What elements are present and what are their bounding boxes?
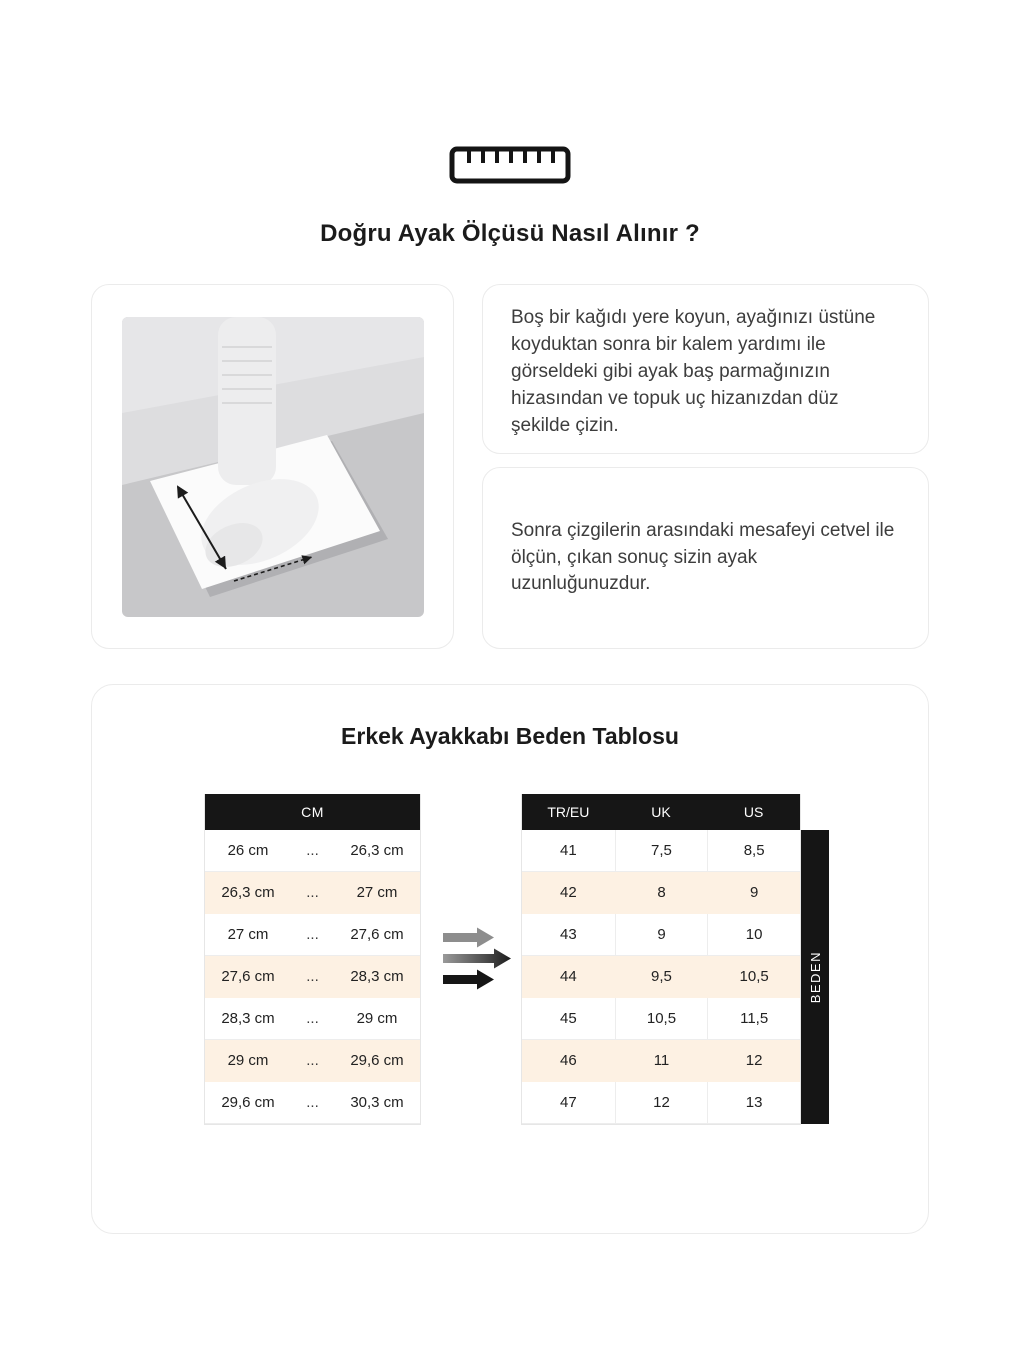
treu-size-value: 44 — [559, 968, 577, 985]
size-conversion-table — [521, 794, 801, 1125]
uk-size-value: 12 — [615, 1082, 708, 1123]
treu-size-value: 43 — [559, 926, 577, 943]
measurement-photo-card — [91, 284, 454, 649]
cm-from-value: 28,3 cm — [221, 1010, 275, 1027]
uk-size-value: 8 — [657, 884, 666, 901]
treu-size-value: 41 — [559, 842, 577, 859]
us-size-value: 12 — [745, 1052, 763, 1069]
cm-from-value: 26 cm — [227, 842, 269, 859]
size-table-header-row — [522, 794, 800, 830]
range-separator: ... — [306, 968, 319, 985]
conversion-arrows-icon — [441, 926, 513, 995]
range-separator: ... — [306, 842, 319, 859]
size-table-row — [522, 956, 800, 998]
size-table-title: Erkek Ayakkabı Beden Tablosu — [341, 723, 679, 749]
page-title: Doğru Ayak Ölçüsü Nasıl Alınır ? — [320, 220, 700, 247]
size-table-header-treu: TR/EU — [547, 804, 590, 820]
treu-size-value: 45 — [559, 1010, 577, 1027]
ruler-icon — [449, 146, 571, 184]
cm-table-row — [205, 914, 420, 956]
uk-size-value: 7,5 — [615, 830, 708, 871]
cm-table — [204, 794, 421, 1125]
cm-to-value: 29 cm — [356, 1010, 398, 1027]
cm-table-header: CM — [205, 794, 420, 830]
cm-table-row — [205, 1082, 420, 1124]
treu-size-value: 46 — [559, 1052, 577, 1069]
uk-size-value: 11 — [653, 1052, 670, 1069]
cm-table-row — [205, 998, 420, 1040]
us-size-value: 10,5 — [739, 968, 769, 985]
cm-to-value: 27,6 cm — [350, 926, 404, 943]
cm-from-value: 26,3 cm — [221, 884, 275, 901]
cm-to-value: 28,3 cm — [350, 968, 404, 985]
uk-size-value: 9 — [615, 914, 708, 955]
instruction-text-2: Sonra çizgilerin arasındaki mesafeyi cetvel ile ölçün, çıkan sonuç sizin ayak uzunluğunuzdur. — [511, 519, 895, 595]
cm-to-value: 30,3 cm — [350, 1094, 404, 1111]
size-tables-row — [92, 794, 928, 1125]
cm-from-value: 29 cm — [227, 1052, 269, 1069]
cm-to-value: 29,6 cm — [350, 1052, 404, 1069]
instruction-text-1: Boş bir kağıdı yere koyun, ayağınızı üstüne koyduktan sonra bir kalem yardımı ile görseldeki gibi ayak baş parmağınızın hizasından ve topuk uç hizanızdan düz şekilde çizin. — [511, 307, 876, 436]
cm-table-row — [205, 872, 420, 914]
size-table-body — [522, 830, 800, 1124]
cm-table-row — [205, 1040, 420, 1082]
uk-size-value: 9,5 — [651, 968, 672, 985]
us-size-value: 10 — [707, 914, 800, 955]
range-separator: ... — [306, 1052, 319, 1069]
size-table-header-uk: UK — [651, 804, 671, 820]
size-table-card — [91, 684, 929, 1234]
beden-side-label: BEDEN — [807, 950, 823, 1004]
instruction-card-2 — [482, 467, 929, 649]
size-table-row — [522, 914, 800, 956]
instruction-card-1 — [482, 284, 929, 454]
treu-size-value: 47 — [559, 1094, 577, 1111]
cm-to-value: 26,3 cm — [350, 842, 404, 859]
cm-to-value: 27 cm — [356, 884, 398, 901]
cm-from-value: 27 cm — [227, 926, 269, 943]
us-size-value: 13 — [707, 1082, 800, 1123]
range-separator: ... — [306, 1094, 319, 1111]
cm-from-value: 29,6 cm — [221, 1094, 275, 1111]
size-table-row — [522, 830, 800, 872]
cm-table-row — [205, 830, 420, 872]
cm-table-body — [205, 830, 420, 1124]
treu-size-value: 42 — [559, 884, 577, 901]
size-table-header-us: US — [743, 804, 764, 820]
size-table-row — [522, 872, 800, 914]
size-table-row — [522, 1040, 800, 1082]
uk-size-value: 10,5 — [615, 998, 708, 1039]
us-size-value: 9 — [749, 884, 759, 901]
size-table-row — [522, 1082, 800, 1124]
ruler-icon-wrap — [0, 0, 1020, 184]
instructions-column — [482, 284, 929, 649]
cm-table-row — [205, 956, 420, 998]
beden-side-label-bar — [801, 830, 829, 1124]
size-table-row — [522, 998, 800, 1040]
range-separator: ... — [306, 1010, 319, 1027]
foot-measurement-illustration — [122, 317, 424, 617]
us-size-value: 8,5 — [707, 830, 800, 871]
range-separator: ... — [306, 884, 319, 901]
cm-from-value: 27,6 cm — [221, 968, 275, 985]
range-separator: ... — [306, 926, 319, 943]
how-to-measure-section — [91, 284, 929, 649]
us-size-value: 11,5 — [707, 998, 800, 1039]
